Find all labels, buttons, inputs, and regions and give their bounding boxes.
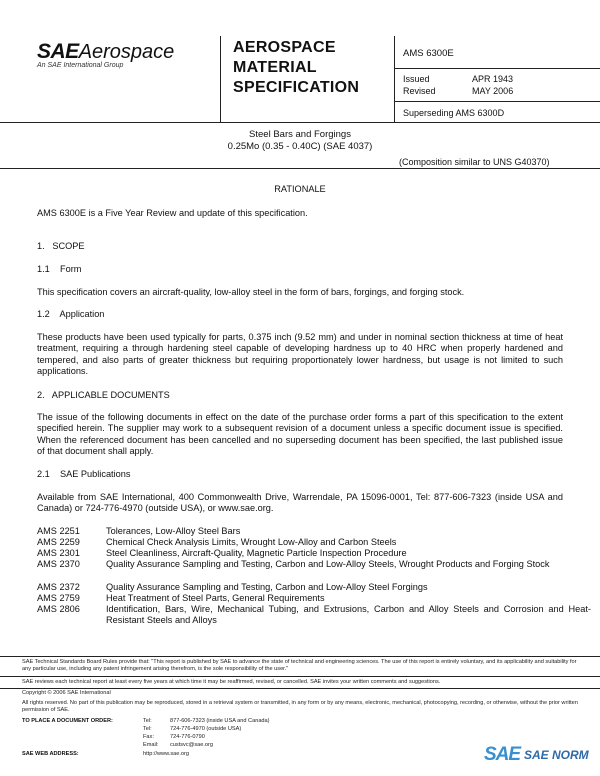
form-text: This specification covers an aircraft-quality, low-alloy steel in the form of bars, forgings, and forging stock. — [37, 287, 465, 297]
spec-title-line-2: MATERIAL — [233, 59, 317, 76]
revised-rule — [394, 101, 600, 102]
subject-rule — [0, 168, 600, 169]
header-divider-2 — [394, 36, 395, 122]
issued-label: Issued — [403, 74, 430, 84]
reference-title: Tolerances, Low-Alloy Steel Bars — [106, 526, 241, 536]
tel2-label: Tel: — [143, 726, 152, 732]
reference-title: Chemical Check Analysis Limits, Wrought Low-Alloy and Carbon Steels — [106, 537, 397, 547]
reference-code: AMS 2251 — [37, 526, 80, 536]
application-heading: 1.2 Application — [37, 309, 105, 319]
revised-value: MAY 2006 — [472, 86, 514, 96]
revised-label: Revised — [403, 86, 436, 96]
web-value: http://www.sae.org — [143, 751, 190, 757]
email-label: Email: — [143, 742, 159, 748]
sae-publications-text: Available from SAE International, 400 Commonwealth Drive, Warrendale, PA 15096-0001, Tel: 877-606-7323 (inside USA and Canada) or 724-776-4970 (outside USA), or www.sae.org. — [37, 492, 563, 514]
logo-sae-text: SAE — [37, 40, 79, 63]
tel-value: 877-606-7323 (inside USA and Canada) — [170, 718, 270, 724]
footer-copyright: Copyright © 2006 SAE International — [22, 690, 111, 696]
watermark-text: SAE NORM — [524, 748, 589, 762]
composition-note: (Composition similar to UNS G40370) — [399, 157, 550, 167]
doc-number-rule — [394, 68, 600, 69]
footer-top-rule — [0, 656, 600, 657]
tel2-value: 724-776-4970 (outside USA) — [170, 726, 242, 732]
watermark-sae-logo: SAE — [484, 744, 521, 765]
spec-title-line-3: SPECIFICATION — [233, 79, 360, 96]
reference-title: Steel Cleanliness, Aircraft-Quality, Magnetic Particle Inspection Procedure — [106, 548, 407, 558]
reference-code: AMS 2259 — [37, 537, 80, 547]
superseding-note: Superseding AMS 6300D — [403, 108, 505, 118]
email-value: custsvc@sae.org — [170, 742, 213, 748]
reference-title: Quality Assurance Sampling and Testing, Carbon and Low-Alloy Steels, Wrought Products and Forging Stock — [106, 559, 550, 569]
header-divider-1 — [220, 36, 221, 122]
reference-code: AMS 2301 — [37, 548, 80, 558]
web-label: SAE WEB ADDRESS: — [22, 751, 79, 757]
footer-rights-text: All rights reserved. No part of this publication may be reproduced, stored in a retrieval system or transmitted, in any form or by any means, electronic, mechanical, photocopying, recording, or otherwise, without the prior written permission of SAE. — [22, 700, 578, 713]
subject-composition: 0.25Mo (0.35 - 0.40C) (SAE 4037) — [227, 141, 373, 152]
rationale-heading: RATIONALE — [274, 184, 326, 194]
fax-value: 724-776-0790 — [170, 734, 205, 740]
sae-publications-heading: 2.1 SAE Publications — [37, 469, 131, 479]
spec-title-line-1: AEROSPACE — [233, 39, 336, 56]
reference-title: Quality Assurance Sampling and Testing, Carbon and Low-Alloy Steel Forgings — [106, 582, 428, 592]
applicable-documents-text: The issue of the following documents in effect on the date of the purchase order forms a part of this specification to the extent specified herein. The supplier may work to a subsequent revision of a document unless a specific document issue is specified. When the referenced document has been cancelled and no superseding document has been specified, the last published issue of that document shall apply. — [37, 412, 563, 457]
spec-title — [233, 38, 359, 98]
order-label: TO PLACE A DOCUMENT ORDER: — [22, 718, 113, 724]
sae-aerospace-logo — [37, 40, 217, 80]
fax-label: Fax: — [143, 734, 154, 740]
reference-title: Heat Treatment of Steel Parts, General Requirements — [106, 593, 325, 603]
footer-rules-text: SAE Technical Standards Board Rules provide that: "This report is published by SAE to advance the state of technical and engineering sciences. The use of this report is entirely voluntary, and its applicability and suitability for any particular use, including any patent infringement arising therefrom, is the sole responsibility of the user." — [22, 659, 577, 672]
subject-title: Steel Bars and Forgings — [249, 129, 351, 140]
logo-subtitle: An SAE International Group — [37, 62, 124, 69]
tel-label: Tel: — [143, 718, 152, 724]
issued-value: APR 1943 — [472, 74, 514, 84]
reference-code: AMS 2370 — [37, 559, 80, 569]
reference-code: AMS 2372 — [37, 582, 80, 592]
doc-number: AMS 6300E — [403, 48, 454, 59]
rationale-text: AMS 6300E is a Five Year Review and update of this specification. — [37, 208, 308, 218]
sae-norm-watermark — [484, 744, 596, 770]
footer-rule-3 — [0, 688, 600, 689]
footer-rule-2 — [0, 676, 600, 677]
reference-title: Identification, Bars, Wire, Mechanical Tubing, and Extrusions, Carbon and Alloy Steels and Corrosion and Heat-Resistant Steels and Alloys — [106, 604, 591, 626]
application-text: These products have been used typically for parts, 0.375 inch (9.52 mm) and under in nominal section thickness at time of heat treatment, requiring a through hardening steel capable of developing hardness up to 40 HRC when properly hardened and tempered, and also parts of greater thickness but requiring proportionately lower hardness, but usage is not limited to such applications. — [37, 332, 563, 377]
applicable-documents-heading: 2. APPLICABLE DOCUMENTS — [37, 390, 170, 400]
reference-code: AMS 2759 — [37, 593, 80, 603]
footer-review-text: SAE reviews each technical report at least every five years at which time it may be reaffirmed, revised, or cancelled. SAE invites your written comments and suggestions. — [22, 679, 441, 685]
reference-code: AMS 2806 — [37, 604, 80, 614]
form-heading: 1.1 Form — [37, 264, 82, 274]
header-bottom-rule — [0, 122, 600, 123]
scope-heading: 1. SCOPE — [37, 241, 85, 251]
logo-aerospace-text: Aerospace — [78, 41, 175, 63]
